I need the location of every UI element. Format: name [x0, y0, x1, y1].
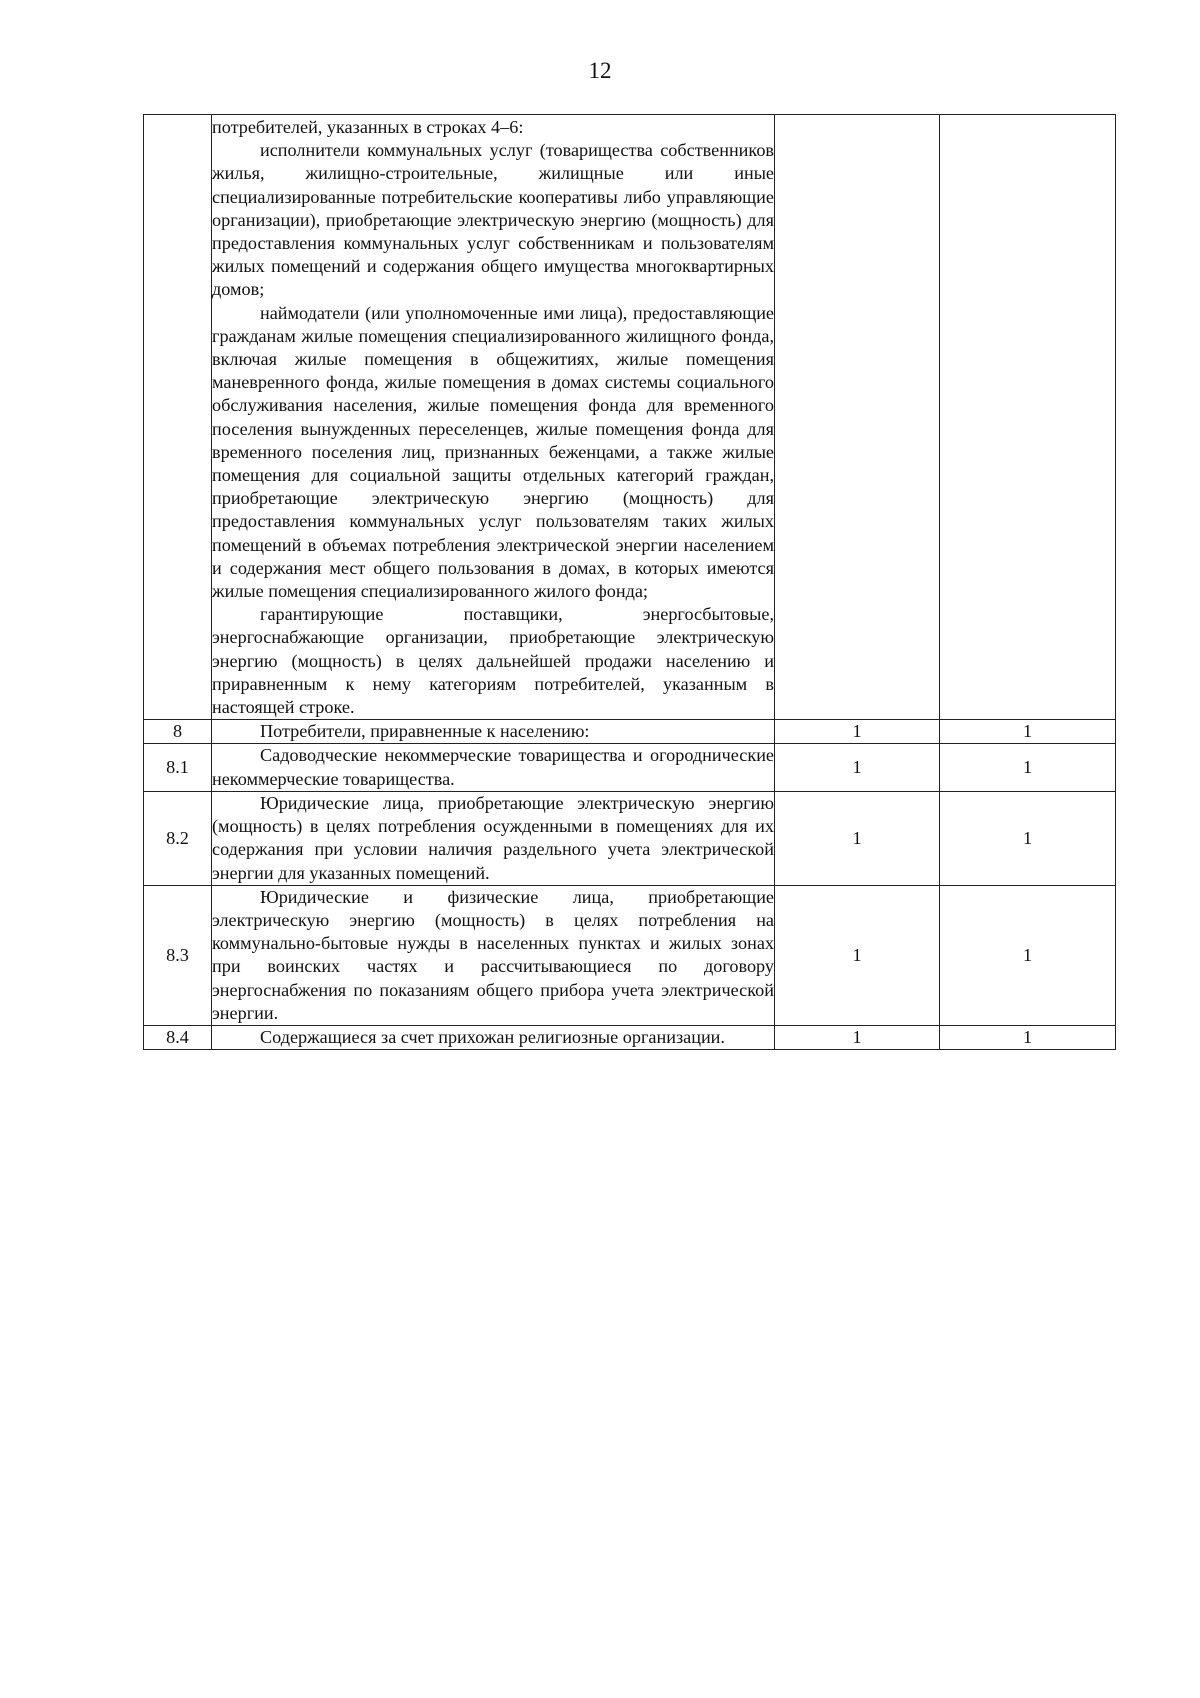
row-number-cell: 8.4: [144, 1025, 212, 1049]
table-row: [144, 791, 1116, 885]
value-cell: [775, 115, 940, 720]
row-text-cell: [212, 115, 775, 720]
value-cell: 1: [775, 744, 940, 791]
row-text-cell: [212, 885, 775, 1025]
value-cell: 1: [940, 720, 1116, 744]
row-text: Содержащиеся за счет прихожан религиозные организации.: [260, 1026, 725, 1047]
value-cell: 1: [940, 885, 1116, 1025]
row-text: Садоводческие некоммерческие товарищества и огороднические некоммерческие товарищества.: [212, 745, 774, 789]
value-cell: [940, 115, 1116, 720]
row-text-cell: [212, 1025, 775, 1049]
row-number-cell: 8.1: [144, 744, 212, 791]
table-row: [144, 720, 1116, 744]
paragraph: исполнители коммунальных услуг (товарищества собственников жилья, жилищно-строительные, жилищные или иные специализированные потребительские кооперативы либо управляющие организации), приобретающие электрическую энергию (мощность) для предоставления коммунальных услуг собственникам и пользователям жилых помещений и содержания общего имущества многоквартирных домов;: [212, 140, 774, 300]
value-cell: 1: [940, 744, 1116, 791]
table-row-continuation: [144, 115, 1116, 720]
page-number: 12: [588, 58, 612, 83]
table-row: [144, 1025, 1116, 1049]
value-cell: 1: [775, 791, 940, 885]
value-cell: 1: [775, 1025, 940, 1049]
value-cell: 1: [940, 1025, 1116, 1049]
value-cell: 1: [775, 885, 940, 1025]
value-cell: 1: [775, 720, 940, 744]
row-number-cell: 8.2: [144, 791, 212, 885]
row-number-cell: 8.3: [144, 885, 212, 1025]
table-row: [144, 885, 1116, 1025]
value-cell: 1: [940, 791, 1116, 885]
row-number-cell: [144, 115, 212, 720]
row-text: Юридические и физические лица, приобретающие электрическую энергию (мощность) в целях потребления на коммунально-бытовые нужды в населенных пунктах и жилых зонах при воинских частях и рассчитывающиеся по договору энергоснабжения по показаниям общего прибора учета электрической энергии.: [212, 886, 774, 1023]
row-text-cell: [212, 744, 775, 791]
row-text: Потребители, приравненные к населению:: [260, 721, 590, 742]
row-text-cell: [212, 720, 775, 744]
paragraph: потребителей, указанных в строках 4–6:: [212, 117, 524, 137]
tariff-table: [143, 114, 1116, 1050]
row-text-cell: [212, 791, 775, 885]
table-row: [144, 744, 1116, 791]
row-number-cell: 8: [144, 720, 212, 744]
row-text: Юридические лица, приобретающие электрическую энергию (мощность) в целях потребления осужденными в помещениях для их содержания при условии наличия раздельного учета электрической энергии для указанных помещений.: [212, 792, 774, 883]
paragraph: наймодатели (или уполномоченные ими лица), предоставляющие гражданам жилые помещения специализированного жилищного фонда, включая жилые помещения в общежитиях, жилые помещения маневренного фонда, жилые помещения в домах системы социального обслуживания населения, жилые помещения фонда для временного поселения вынужденных переселенцев, жилые помещения фонда для временного поселения лиц, признанных беженцами, а также жилые помещения для социальной защиты отдельных категорий граждан, приобретающие электрическую энергию (мощность) для предоставления коммунальных услуг пользователям таких жилых помещений в объемах потребления электрической энергии населением и содержания мест общего пользования в домах, в которых имеются жилые помещения специализированного жилого фонда;: [212, 302, 774, 602]
paragraph: гарантирующие поставщики, энергосбытовые, энергоснабжающие организации, приобретающие электрическую энергию (мощность) в целях дальнейшей продажи населению и приравненным к нему категориям потребителей, указанным в настоящей строке.: [212, 604, 774, 718]
